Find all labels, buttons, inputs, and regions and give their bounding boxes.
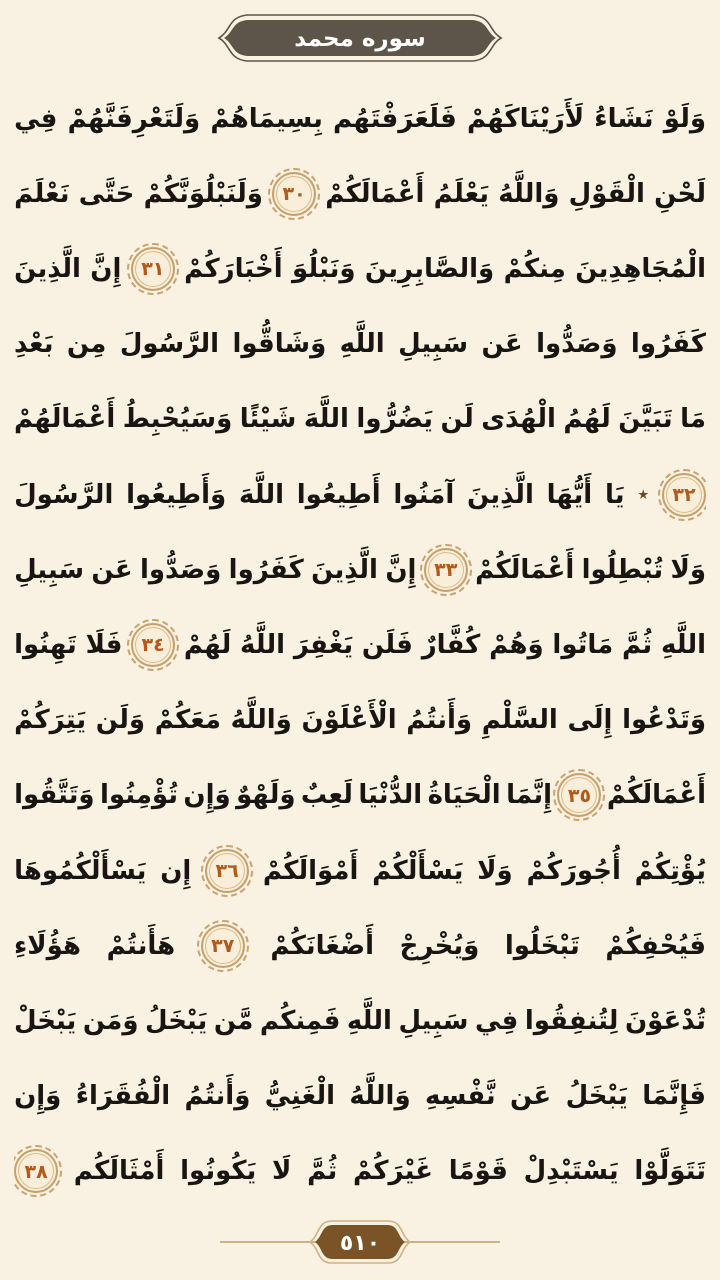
quran-word: اللَّهِ xyxy=(339,329,385,360)
quran-word: سَبِيلِ xyxy=(398,329,469,360)
verse-number-ornament-icon xyxy=(201,924,245,968)
verse-number-ornament-icon xyxy=(662,473,706,517)
verse-number-ornament-icon xyxy=(131,623,175,667)
quran-word: يَتِرَكُمْ xyxy=(14,705,87,736)
quran-line[interactable] xyxy=(14,1135,706,1208)
verse-number-ornament-icon xyxy=(272,172,316,216)
verse-number: ٣٥ xyxy=(567,784,592,807)
quran-word: مَّن xyxy=(213,1005,254,1036)
quran-word: الْأَعْلَوْنَ xyxy=(301,705,397,736)
quran-word: إِلَى xyxy=(567,705,613,736)
verse-number-ornament-icon xyxy=(205,849,249,893)
quran-word: الدُّنْيَا xyxy=(358,780,423,811)
quran-word: إِنَّمَا xyxy=(506,780,553,811)
quran-word: وَلَتَعْرِفَنَّهُمْ xyxy=(67,103,201,134)
quran-word: لَهُمُ xyxy=(563,404,611,435)
quran-word: كَفَرُوا xyxy=(228,554,304,585)
quran-line[interactable] xyxy=(14,383,706,456)
quran-word: الْفُقَرَاءُ xyxy=(75,1081,171,1112)
quran-word: لَأَرَيْنَاكَهُمْ xyxy=(466,103,585,134)
quran-word: أَعْمَالَهُمْ xyxy=(14,404,116,435)
quran-line[interactable] xyxy=(14,458,706,531)
quran-word: مِنكُمْ xyxy=(503,253,566,284)
quran-word: أَعْمَالَكُمْ xyxy=(475,554,575,585)
quran-word: الْمُجَاهِدِينَ xyxy=(575,253,706,284)
quran-word: فَإِنَّمَا xyxy=(642,1081,706,1112)
quran-word: حَتَّى xyxy=(78,178,135,209)
quran-word: هَؤُلَاءِ xyxy=(14,930,81,961)
quran-lines[interactable] xyxy=(14,82,706,1208)
quran-word: وَصَدُّوا xyxy=(139,554,222,585)
quran-word: وَهُمْ xyxy=(489,629,544,660)
quran-word: اللَّهِ xyxy=(660,629,706,660)
quran-word: الْهُدَى xyxy=(481,404,556,435)
quran-word: وَالصَّابِرِينَ xyxy=(364,253,495,284)
quran-word: مَاتُوا xyxy=(552,629,614,660)
quran-word: يَبْخَلُ xyxy=(144,1005,208,1036)
quran-word: يَكُونُوا xyxy=(180,1156,257,1187)
quran-word: فِي xyxy=(14,103,58,134)
quran-word: وَاللَّهُ xyxy=(498,178,560,209)
quran-word: نَشَاءُ xyxy=(594,103,654,134)
quran-word: وَإِن xyxy=(14,1081,62,1112)
rub-el-hizb-icon: ٭ xyxy=(637,481,650,507)
quran-word: بِسِيمَاهُمْ xyxy=(210,103,323,134)
quran-line[interactable] xyxy=(14,608,706,681)
verse-number-ornament-icon xyxy=(131,247,175,291)
quran-word: وَسَيُحْبِطُ xyxy=(122,404,233,435)
quran-word: وَتَتَّقُوا xyxy=(14,780,95,811)
quran-word: يُؤْتِكُمْ xyxy=(634,855,706,886)
quran-word: تَتَوَلَّوْا xyxy=(634,1156,706,1187)
verse-number: ٣٧ xyxy=(211,935,235,958)
quran-word: مَا xyxy=(680,404,706,435)
quran-word: ثُمَّ xyxy=(307,1156,338,1187)
quran-line[interactable] xyxy=(14,232,706,305)
quran-word: الرَّسُولَ xyxy=(119,329,220,360)
quran-word: لَهُمْ xyxy=(183,629,232,660)
quran-line[interactable] xyxy=(14,984,706,1057)
quran-word: وَلَا xyxy=(670,554,706,585)
verse-number: ٣٢ xyxy=(672,484,696,507)
quran-word: وَأَطِيعُوا xyxy=(126,479,227,510)
quran-word: اللَّهَ xyxy=(238,479,284,510)
quran-word: أَضْغَانَكُمْ xyxy=(270,930,375,961)
quran-word: لَعِبٌ xyxy=(300,780,353,811)
quran-word: عَن xyxy=(510,1081,552,1112)
quran-word: بَعْدِ xyxy=(14,329,54,360)
quran-word: قَوْمًا xyxy=(448,1156,508,1187)
quran-word: اللَّهُ xyxy=(239,629,286,660)
quran-word: تُبْطِلُوا xyxy=(581,554,664,585)
quran-word: الَّذِينَ xyxy=(467,479,534,510)
quran-word: وَلَن xyxy=(95,705,146,736)
quran-word: ثُمَّ xyxy=(622,629,653,660)
quran-word: أَطِيعُوا xyxy=(296,479,381,510)
quran-word: وَاللَّهُ xyxy=(349,1081,411,1112)
quran-word: وَأَنتُمُ xyxy=(184,1081,251,1112)
quran-word: فَمِنكُم xyxy=(259,1005,341,1036)
quran-word: أَيُّهَا xyxy=(546,479,593,510)
page-number-badge[interactable] xyxy=(308,1218,412,1266)
quran-line[interactable] xyxy=(14,759,706,832)
quran-word: وَيُخْرِجْ xyxy=(399,930,480,961)
surah-title-banner[interactable] xyxy=(217,11,503,65)
quran-word: لَن xyxy=(440,404,474,435)
quran-word: إِنَّ xyxy=(385,554,417,585)
quran-word: وَتَدْعُوا xyxy=(622,705,706,736)
quran-word: يَضُرُّوا xyxy=(356,404,434,435)
page-number: ٥١٠ xyxy=(339,1231,381,1256)
quran-line[interactable] xyxy=(14,909,706,982)
quran-word: وَمَن xyxy=(82,1005,139,1036)
quran-word: فَلَعَرَفْتَهُم xyxy=(333,103,457,134)
verse-number: ٣١ xyxy=(141,258,165,281)
quran-word: الَّذِينَ xyxy=(14,253,81,284)
quran-word: يَسْتَبْدِلْ xyxy=(523,1156,619,1187)
quran-word: لَا xyxy=(272,1156,292,1187)
quran-word: أَمْوَالَكُمْ xyxy=(262,855,359,886)
quran-word: الَّذِينَ xyxy=(311,554,378,585)
quran-line[interactable] xyxy=(14,834,706,907)
quran-word: وَلَنَبْلُوَنَّكُمْ xyxy=(143,178,263,209)
quran-word: آمَنُوا xyxy=(393,479,455,510)
quran-word: يَبْخَلُ xyxy=(565,1081,628,1112)
quran-word: وَإِن xyxy=(183,780,231,811)
quran-word: فَلَن xyxy=(361,629,413,660)
quran-word: السَّلْمِ xyxy=(481,705,558,736)
quran-word: إِنَّ xyxy=(90,253,122,284)
quran-word: يَبْخَلْ xyxy=(14,1005,77,1036)
quran-word: تَبْخَلُوا xyxy=(504,930,580,961)
quran-word: وَشَاقُّوا xyxy=(232,329,327,360)
quran-line[interactable] xyxy=(14,308,706,381)
quran-word: اللَّهِ xyxy=(346,1005,392,1036)
quran-word: الرَّسُولَ xyxy=(14,479,114,510)
verse-number-ornament-icon xyxy=(557,773,601,817)
quran-word: شَيْئًا xyxy=(239,404,297,435)
quran-word: وَنَبْلُوَ xyxy=(292,253,356,284)
verse-number: ٣٨ xyxy=(24,1160,48,1183)
quran-word: أَخْبَارَكُمْ xyxy=(184,253,283,284)
quran-line[interactable] xyxy=(14,684,706,757)
quran-word: تُؤْمِنُوا xyxy=(100,780,178,811)
quran-word: تَهِنُوا xyxy=(14,629,77,660)
quran-word: عَن xyxy=(481,329,523,360)
quran-word: لِتُنفِقُوا xyxy=(524,1005,619,1036)
quran-word: سَبِيلِ xyxy=(398,1005,469,1036)
quran-word: الْحَيَاةُ xyxy=(427,780,501,811)
quran-word: أُجُورَكُمْ xyxy=(526,855,621,886)
surah-title: سوره محمد xyxy=(294,26,426,52)
quran-word: الْغَنِيُّ xyxy=(264,1081,336,1112)
quran-word: تُدْعَوْنَ xyxy=(624,1005,706,1036)
quran-word: وَلَا xyxy=(477,855,513,886)
quran-word: غَيْرَكُمْ xyxy=(352,1156,434,1187)
quran-word: مِن xyxy=(66,329,107,360)
quran-word: نَّفْسِهِ xyxy=(424,1081,496,1112)
quran-word: أَمْثَالَكُم xyxy=(73,1156,165,1187)
quran-word: فَلَا xyxy=(85,629,123,660)
quran-word: لَحْنِ xyxy=(654,178,706,209)
quran-word: مَعَكُمْ xyxy=(154,705,221,736)
verse-number-ornament-icon xyxy=(14,1149,58,1193)
verse-number-ornament-icon xyxy=(424,548,468,592)
quran-word: يَسْأَلْكُمْ xyxy=(372,855,464,886)
verse-number: ٣٠ xyxy=(282,183,306,206)
quran-line[interactable] xyxy=(14,533,706,606)
quran-word: إِن xyxy=(160,855,192,886)
quran-word: وَصَدُّوا xyxy=(536,329,618,360)
quran-word: يَسْأَلْكُمُوهَا xyxy=(14,855,147,886)
quran-line[interactable] xyxy=(14,157,706,230)
verse-number: ٣٣ xyxy=(434,559,458,582)
quran-word: كُفَّارٌ xyxy=(421,629,481,660)
quran-word: سَبِيلِ xyxy=(14,554,85,585)
quran-word: وَاللَّهُ xyxy=(230,705,292,736)
verse-number: ٣٦ xyxy=(215,860,239,883)
quran-word: أَعْمَالَكُمْ xyxy=(325,178,425,209)
quran-word: كَفَرُوا xyxy=(630,329,706,360)
quran-word: الْقَوْلِ xyxy=(568,178,645,209)
quran-word: فَيُحْفِكُمْ xyxy=(605,930,706,961)
quran-word: نَعْلَمَ xyxy=(14,178,70,209)
quran-word: عَن xyxy=(91,554,133,585)
quran-word: وَلَوْ xyxy=(663,103,706,134)
quran-word: وَأَنتُمُ xyxy=(406,705,473,736)
verse-number: ٣٤ xyxy=(141,634,165,657)
quran-word: هَأَنتُمْ xyxy=(106,930,176,961)
quran-word: يَا xyxy=(604,479,625,510)
quran-word: يَعْلَمُ xyxy=(433,178,490,209)
quran-word: اللَّهَ xyxy=(303,404,349,435)
quran-word: فِي xyxy=(474,1005,519,1036)
quran-line[interactable] xyxy=(14,82,706,155)
quran-word: أَعْمَالَكُمْ xyxy=(606,780,706,811)
quran-word: وَلَهْوٌ xyxy=(236,780,296,811)
quran-line[interactable] xyxy=(14,1060,706,1133)
quran-word: تَبَيَّنَ xyxy=(618,404,673,435)
quran-word: يَغْفِرَ xyxy=(293,629,354,660)
